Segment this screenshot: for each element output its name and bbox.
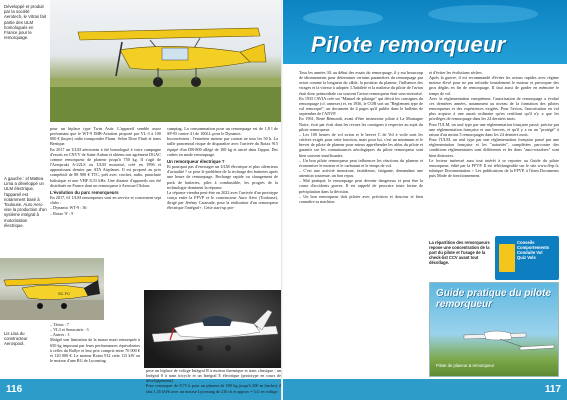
photo-white-lowwing-plane	[144, 290, 283, 368]
badge-icon	[499, 244, 515, 272]
badge-lines	[517, 240, 557, 260]
svg-text:SC FC: SC FC	[58, 291, 70, 296]
paragraph: Après la guerre, il est recommandé d'éviter les avions rapides avec régime moteur élevé pour ne pas refroidir brutalement le moteur et provoquer des gros dégâts en fin de remorquage. Il faut aussi de garder en mémoire le temps de vol.	[429, 75, 559, 96]
right-column-2	[429, 70, 559, 178]
paragraph: et d'éviter les évolutions sèches.	[429, 70, 483, 75]
caption-middle: A gauche : el Mattea Lima a développé un ULM électrique, l'appareil est notamment basé à Toulouse. Auro Aero vise la production d'un système intégral à motorisation électrique.	[4, 176, 47, 228]
guide-cover-image	[429, 282, 559, 377]
list-item: – Tétras : 7	[50, 322, 69, 327]
paragraph: Pour l'ULM, un seul type par une réglementation française passé, précise par une réglementation française et aux brevets, et qu'il y a eu un "protégé" à raison d'au moins 5 remorquages dans les 24 derniers mois.	[429, 121, 559, 137]
paragraph: – Mal pratiqué, le remorquage peut devenir dangereux et peut être la cause d'accidents graves. Il est rappelé de proscrire toute forme de précipitation dans la décision.	[299, 178, 423, 194]
left-column-2-bottom	[146, 368, 281, 394]
paragraph: pose un biplace de voltige Intégral R à moteur thermique et train classique ; un Intégral S à train tricycle et un Intégral E électrique (prototype en cours de développement).	[146, 368, 281, 384]
photo-vitras-plane	[50, 0, 283, 122]
right-column-1	[299, 70, 423, 204]
paragraph: En 1961, René Rémondi, avant d'être instructeur pilote à La Montagne Noire, écrit par écrit dans les revues les consignes à respecter au sujet du pilote remorqueur.	[299, 116, 423, 132]
paragraph: Pour l'ULM, un seul type par une réglementation française passé par une réglementation française et les "autorités", complétées parcontre des conditions réglementaires sont différentes et les dons "auto-routières" sont bien distinctes.	[429, 137, 559, 158]
yellow-highwing-plane-illustration	[50, 0, 283, 122]
paragraph: pour un biplace type Twin Astir. L'appareil semble assez performant que le WT-9 JMB-Aviation proposé par VL-3 à 100 000 € (buyer) radio transponder Flarm. Selon Dose Flash et trans Bertique.	[50, 126, 161, 147]
page-number: 117	[544, 384, 561, 395]
section-heading: L'évolution du parc remorqueurs	[50, 189, 119, 195]
paragraph: Et pourquoi pas d'envisager un ULM électrique et plus silencieux d'actualité ? se pose le problème de la recharge des batteries après une heure de remorquage. Recharge rapide ou changement de pack de batteries, piles à combustible, les progrès de la technologie dominent la réponse.	[167, 164, 278, 190]
list-item: – Rotax 'S' : 9	[50, 210, 74, 216]
cover-subtitle: Pilote de planeur & remorqueur	[436, 363, 495, 368]
list-item: – Dynamic WT-9 : 36	[50, 205, 87, 211]
left-column-1	[50, 126, 161, 216]
cover-title: Guide pratique du pilote remorqueur	[436, 288, 551, 310]
paragraph: – Un bon pilote remorqueur peut influencer les réactions du planeur et économiser le moteur et le carburant et le temps de vol.	[299, 157, 423, 168]
list-item: – Autres : 3	[50, 332, 70, 338]
list-item: – VL3 et Sonacatris : 3	[50, 327, 89, 333]
paragraph: Pour remorquer de 8,75 h pour un planeur de 500 kg jusqu'à 500 m (inclus) il faut 1,35 kWh avec un moteur Lycoming de 210 ch et approx = 3,G en voltige.	[146, 383, 281, 394]
boxed-note: La répartition des remorqueurs repose une concentration de la part du pilote et l'usage de la check-list CCV avant tout décollage.	[429, 240, 490, 265]
caption-top: Développé et produit par la société Aerotech, le Vitras fait partie des ULM homologués en France pour le remorquage.	[4, 4, 46, 41]
paragraph: cumping. La consommation pour un remorquage est de 1,8 l de SP-95 contre 4 l de 100LL pour le Dynamic.	[167, 126, 278, 137]
badge-line: Conduite Vol	[517, 250, 543, 255]
paragraph: – C'est une activité monotone, fastidieuse, fatigante, demandant une attention soutenue, un bon repos.	[299, 167, 423, 179]
paragraph: En 2017 un ULM aérotorem à été homologué à votre campagne d'essais en CNVV de Saint-Auban et obtenu son agrément DGAC comme remorqueur de planeur jusqu'à 750 kg. Il s'agit de l'Aeroprakt A-22LS ou ULM motorisé, créé en 1996 et apparaissant dernier par ATA Airplanes. Il est proposé au prix compétitif de 88 900 € TTC, prêt avec crochet, radio, parachute balistique et une VHF 8,33 kHz. Une dizaine d'appareils ont été distribués en France dont un remorqueur à Aerosur-l'Adour.	[50, 146, 161, 188]
paragraph: – Un bon remorqueur doit piloter avec précision et douceur et bien connaître sa machine.	[299, 193, 423, 204]
left-column-2	[167, 126, 278, 211]
paragraph: La réponse viendra peut-être en 2022 avec l'arrivée d'un prototype conçu entre la FFVP et le constructeur Auro Aéro (Toulouse), dirigé par Jérémy Caussade, pour la réalisation d'un remorqueur électrique l'intégral+. Cette start-up pro-	[167, 189, 278, 211]
right-page	[283, 0, 567, 400]
right-footer-bar	[283, 379, 567, 400]
badge-line: Quiz Vols	[517, 255, 536, 260]
left-page	[0, 0, 283, 400]
section-heading: Un remorqueur électrique ?	[167, 158, 225, 164]
paragraph: En 2017, 61 ULM remorqueurs sont en service et concernent sept clubs :	[50, 195, 161, 206]
paragraph: En 1935 l'AVIA crée un "Manuel de pilotage" qui décrit les consignes du remorquage (cf. annexes) et, en 1936, le COB sort un "Règlement type de vol remorqué", un document de 4 pages qu'il publie dans le bulletin de septembre de l'ANVP.	[299, 95, 423, 117]
paragraph: Inconvénient : l'entretien moteur par contrat ne tous les 50 h. La taille pancentral risque de disparaître avec l'arrivée du Rotax 915 équipé d'un DR-800 allégé de 100 kg et ancré dans l'appui. Des cadres en mode remorquage.	[167, 136, 278, 157]
paragraph: Tous les années 30, au début des essais du remorquage, il y eut beaucoup de tâtonnements pour déterminer certains paramètres du remorquage par avion comme la longueur du câble, la position du planeur, l'influence des virages et la vitesse à adopter. L'habileté et la maîtrise du pilote de l'avion était donc primordiale car souvent l'avion remorqueur était sous-motorisé.	[299, 70, 423, 96]
photo-yellow-ulm	[0, 258, 104, 320]
paragraph: – Les 100 heures de vol avion et le brevet C de Vol à voile sont les critères exigés pour cette fonction, mais pour lui, c'est un minimum et le brevet de pilote de planeur pour mieux appréhender les aléas du pilote et garantir sur les connaissances aérologiques du pilote remorqueur sont bien souvent insuffisantes.	[299, 131, 423, 158]
paragraph: Malgré une limitation de la masse maxi remorquée à 650 kg imposant par leurs performances équivalentes à celles du Rallye et leur prix compris entre 70 000 € et 120 000 €. Le moteur Rotax 912 cette 115 kW ou le moteur d'une RG de Lycoming	[50, 337, 140, 364]
checklist-badge	[495, 236, 559, 280]
page-number: 116	[6, 384, 23, 395]
badge-line: Comportements	[517, 245, 550, 250]
title-banner	[283, 0, 567, 64]
yellow-ulm-illustration	[0, 258, 104, 320]
white-lowwing-plane-illustration	[144, 290, 283, 368]
left-column-1-bottom	[50, 322, 140, 363]
caption-bottom: Lis Lisa du constructeur Aerospool.	[4, 331, 28, 347]
badge-line: Conseils	[517, 240, 535, 245]
paragraph: Le lecteur intéressé aura tout intérêt à se reporter au Guide du pilote remorqueur, édité par la FFVP. Il est téléchargeable sur le site www.ffvp.fr, rubrique Documentation > Les publications de la FFVP, à l'item Documents puis Mode de fonctionnement.	[429, 157, 559, 179]
paragraph: Avec la réglementation européenne, l'autorisation de remorquage a évolué ces dernières années, notamment au niveau de la formation des pilotes remorqueurs et des expériences exigées. Pour l'avion, l'autorisation en vol plus acquise à une aurait ordinaire qu'en certifiant qu'il n'y a que les privilèges de remorquage dans les 24 derniers mois.	[429, 95, 559, 122]
article-title: Pilote remorqueur	[311, 32, 506, 57]
